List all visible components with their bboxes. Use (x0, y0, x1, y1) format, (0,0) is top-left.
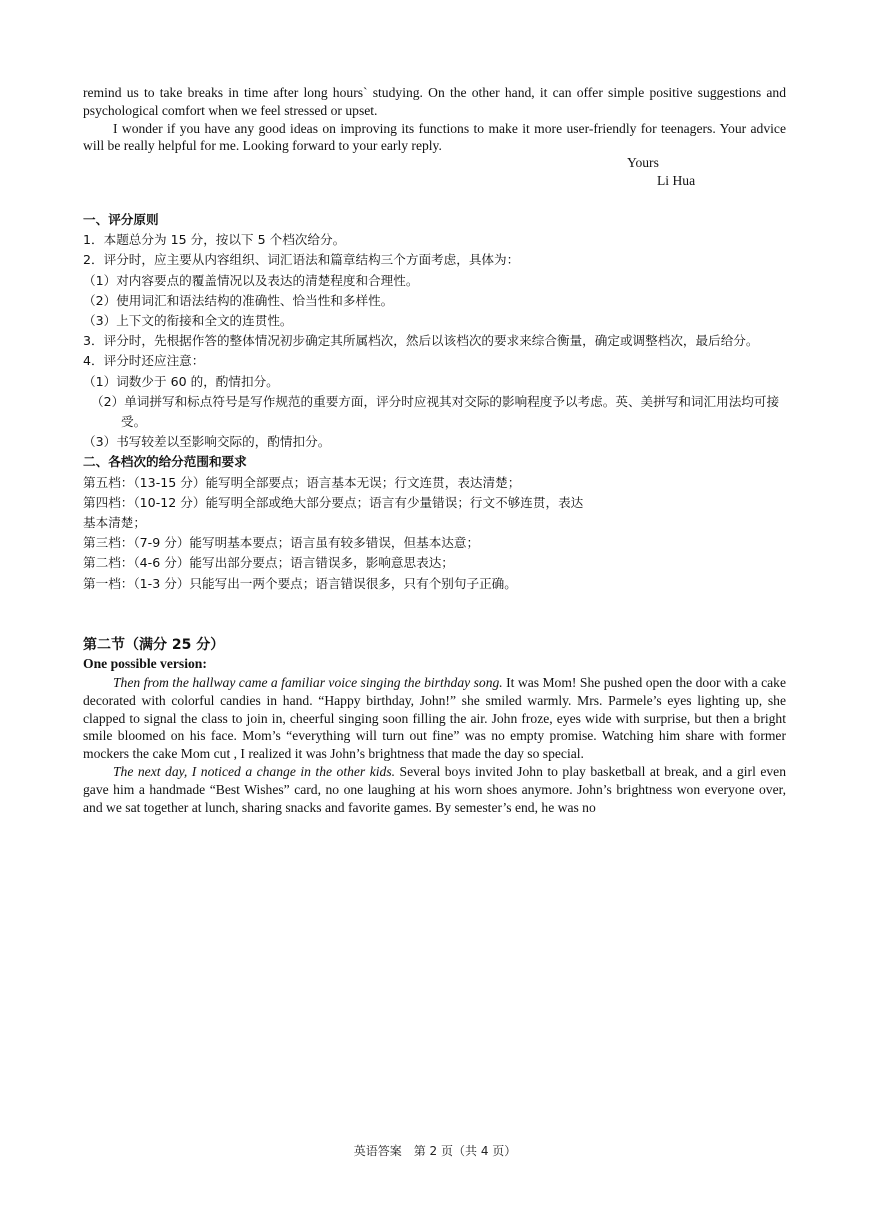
paragraph-1-text: It was Mom! She pushed open the door with a cake decorated with colorful candies in hand. “Happy birthday, John!” she smiled warmly. Mrs. Parmele’s eyes lighting up, she clapped to signal the class to join in, cheerful singing soon filling the air. John froze, eyes wide with surprise, but then a bright smile bloomed on his face. Mom’s “everything will turn out fine” was no empty promise. Watching him share with former mockers the cake Mom cut , I realized it was John’s brightness that made the day so special. (83, 675, 786, 762)
scoring-principles (83, 210, 788, 594)
principle-item: （2）使用词汇和语法结构的准确性、恰当性和多样性。 (83, 292, 394, 308)
paragraph-2-text: Several boys invited John to play basketball at break, and a girl even gave him a handmade “Best Wishes” card, no one laughing at his worn shoes anymore. John’s brightness won everyone over, and we sat together at lunch, sharing snacks and favorite games. By semester’s end, he was no (83, 763, 786, 815)
section-heading: 第二节（满分 25 分） (83, 637, 225, 653)
principle-item: （2）单词拼写和标点符号是写作规范的重要方面，评分时应视其对交际的影响程度予以考虑。英、美拼写和词汇用法均可接受。 (91, 393, 780, 430)
level-item: 第二档：（4-6 分）能写出部分要点；语言错误多，影响意思表达； (83, 555, 454, 571)
principle-item: （3）上下文的衔接和全文的连贯性。 (83, 313, 293, 329)
principle-item: 3．评分时，先根据作答的整体情况初步确定其所属档次，然后以该档次的要求来综合衡量，确定或调整档次，最后给分。 (83, 333, 759, 349)
letter-body (83, 84, 786, 155)
principle-item: 1．本题总分为 15 分，按以下 5 个档次给分。 (83, 232, 346, 248)
principle-item: （3）书写较差以至影响交际的，酌情扣分。 (83, 434, 331, 450)
version-label: One possible version: (83, 656, 207, 671)
page-footer: 英语答案 第 2 页（共 4 页） (353, 1144, 517, 1158)
principles-heading: 一、评分原则 (83, 212, 159, 227)
letter-paragraph-1: remind us to take breaks in time after long hours` studying. On the other hand, it can offer simple positive suggestions and psychological comfort when we feel stressed or upset. (83, 85, 786, 118)
levels-heading: 二、各档次的给分范围和要求 (83, 454, 247, 470)
essay-paragraph-1 (83, 674, 786, 763)
letter-closing: Yours (627, 155, 659, 170)
level-item: 基本清楚； (83, 515, 146, 531)
level-item: 第三档：（7-9 分）能写明基本要点；语言虽有较多错误，但基本达意； (83, 535, 480, 551)
principle-item: 2．评分时，应主要从内容组织、词汇语法和篇章结构三个方面考虑，具体为： (83, 252, 520, 268)
level-item: 第一档：（1-3 分）只能写出一两个要点；语言错误很多，只有个别句子正确。 (83, 575, 517, 591)
principle-item: （1）对内容要点的覆盖情况以及表达的清楚程度和合理性。 (83, 272, 419, 288)
paragraph-1-lead-sentence: Then from the hallway came a familiar voice singing the birthday song. (113, 675, 503, 690)
letter-signature: Li Hua (657, 173, 696, 188)
principle-item: （1）词数少于 60 的，酌情扣分。 (83, 373, 279, 389)
letter-paragraph-2: I wonder if you have any good ideas on improving its functions to make it more user-friendly for teenagers. Your advice will be really helpful for me. Looking forward to your early reply. (83, 120, 786, 154)
paragraph-2-lead-sentence: The next day, I noticed a change in the other kids. (113, 763, 396, 779)
principle-item: 4．评分时还应注意： (83, 353, 205, 369)
level-item: 第四档：（10-12 分）能写明全部或绝大部分要点；语言有少量错误；行文不够连贯，表达 (83, 494, 584, 510)
sample-essay (83, 674, 786, 816)
level-item: 第五档：（13-15 分）能写明全部要点；语言基本无误；行文连贯，表达清楚； (83, 474, 521, 490)
essay-paragraph-2 (83, 763, 786, 816)
